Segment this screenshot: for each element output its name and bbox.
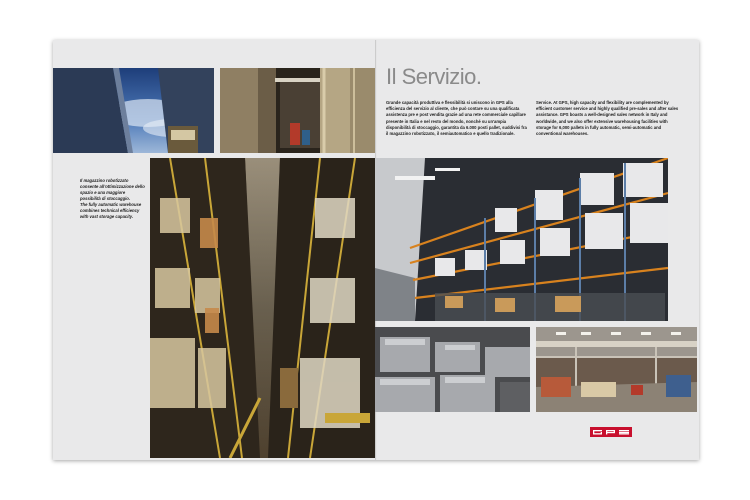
english-paragraph-text: At GPS, high capacity and flexibility are complemented by efficient customer service and highly qualified pre-sales and after sales assistance. GPS boasts a well-designed sales network in Italy and worldwide, and we also offer extensive warehousing facilities with storage for 6,000 pallets in fully automatic, semi-automatic and conventional warehouses. xyxy=(536,100,679,137)
english-lead: Service. xyxy=(536,100,553,105)
wrapped-pallets-photo xyxy=(375,327,530,412)
english-paragraph xyxy=(536,100,680,137)
caption-italian: Il magazzino robotizzato consente all'ottimizzazione dello spazio e una maggiore possibilità di stoccaggio. xyxy=(80,178,145,201)
orange-racks-photo xyxy=(375,158,668,321)
section-title: Il Servizio. xyxy=(386,64,482,89)
caption-english: The fully automatic warehouse combines technical efficiency with vast storage capacity. xyxy=(80,202,142,219)
building-sky-photo xyxy=(53,68,214,153)
paper-rolls-photo xyxy=(220,68,375,153)
gps-logo xyxy=(590,427,632,437)
warehouse-interior-photo xyxy=(536,327,697,412)
italian-paragraph: Grande capacità produttiva e flessibilità si uniscono in GPS alla efficienza del servizio al cliente, che può contare su una qualificata assistenza pre e post vendita grazie ad una rete commerciale capillare presente in Italia e nel resto del mondo, nonché su un'ampia disponibilità di stoccaggio, garantita da 6.000 posti pallet, suddivisi fra il magazzino robotizzato, il semiautomatico e quello tradizionale. xyxy=(386,100,527,137)
automated-warehouse-photo xyxy=(150,158,375,458)
